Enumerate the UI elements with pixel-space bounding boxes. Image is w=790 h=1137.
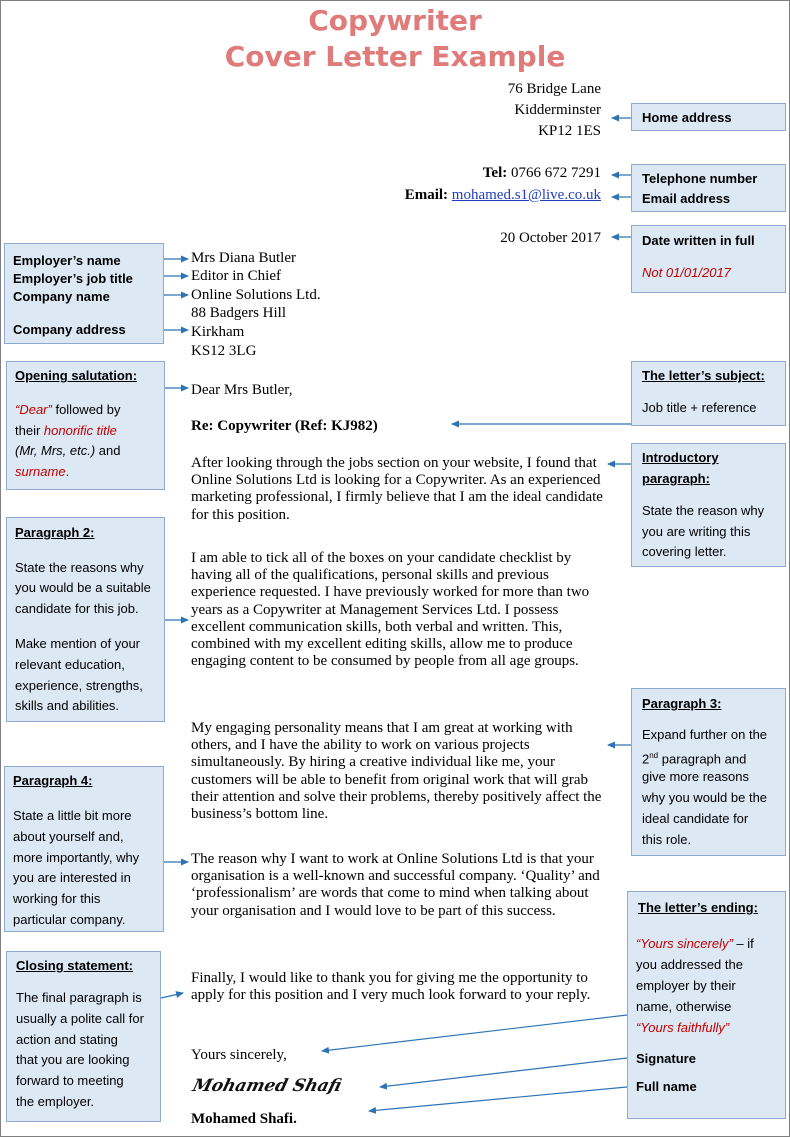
note-para4-line4: you are interested in [13, 870, 131, 885]
note-salutation-period: . [65, 464, 70, 479]
note-intro-title1: Introductory [642, 450, 719, 465]
note-para2-title: Paragraph 2: [15, 525, 95, 540]
note-telephone-text: Telephone number [642, 171, 758, 186]
note-para2-line4: Make mention of your [15, 636, 141, 651]
note-para3-line2-rest: paragraph and [658, 751, 747, 767]
note-para3-line6: this role. [642, 832, 692, 847]
letter-paragraph-3: My engaging personality means that I am great at working with others, and I have the ability to work on various projects simultaneously. By hiring a creative individual like me, your customers will be able to benefit from original work that will grab their attention and solve their problems, thereby positively affect the business’s bottom line. [191, 720, 602, 823]
note-para3-line3: give more reasons [642, 769, 749, 784]
sender-address-line2: Kidderminster [514, 102, 601, 118]
note-ending-line4: name, otherwise [636, 999, 732, 1014]
arrow-signature [380, 1058, 627, 1087]
note-email-text: Email address [642, 191, 731, 206]
note-closing-line4: that you are looking [16, 1052, 130, 1067]
note-para4-line3: more importantly, why [13, 850, 140, 865]
note-para4-title: Paragraph 4: [13, 773, 93, 788]
letter-subject: Re: Copywriter (Ref: KJ982) [191, 418, 378, 434]
page-title-line1: Copywriter [308, 4, 482, 37]
letter-paragraph-intro: After looking through the jobs section on your website, I found that Online Solutions Ltd is looking for a Copywriter. As an experienced marketing professional, I firmly believe that I am the ideal candidate for this position. [191, 455, 603, 523]
note-para2-line2: you would be a suitable [15, 580, 151, 595]
note-salutation-surname: surname [15, 464, 66, 479]
signature: Mohamed Shafi [190, 1076, 344, 1096]
note-closing-line1: The final paragraph is [16, 990, 142, 1005]
note-intro-line3: covering letter. [642, 544, 727, 559]
page-title-line2: Cover Letter Example [224, 40, 566, 73]
note-salutation-dear: “Dear” [15, 402, 52, 417]
note-para3-num: 2 [642, 751, 650, 767]
note-salutation-title: Opening salutation: [15, 368, 138, 383]
note-date-title: Date written in full [642, 233, 755, 248]
recipient-company: Online Solutions Ltd. [191, 287, 321, 303]
letter-date: 20 October 2017 [500, 230, 601, 246]
note-subject-title: The letter’s subject: [642, 368, 765, 383]
note-para4-line2: about yourself and, [13, 829, 124, 844]
note-para2-line1: State the reasons why [15, 560, 144, 575]
note-para4-line1: State a little bit more [13, 808, 132, 823]
note-para3-sup: nd [649, 751, 659, 760]
note-employer-address: Company address [13, 322, 126, 337]
note-intro-line1: State the reason why [642, 503, 765, 518]
note-ending-line2: you addressed the [636, 957, 743, 972]
recipient-name: Mrs Diana Butler [191, 250, 296, 266]
note-para2-line6: experience, strengths, [15, 678, 143, 693]
note-para3-line4: why you would be the [642, 790, 768, 805]
note-home-address-text: Home address [642, 110, 732, 125]
arrow-closing [161, 993, 183, 998]
email-link[interactable]: mohamed.s1@live.co.uk [451, 187, 601, 203]
sender-address-line1: 76 Bridge Lane [507, 81, 601, 97]
note-para3-title: Paragraph 3: [642, 696, 722, 711]
note-ending-ys-rest: – if [732, 936, 754, 951]
note-employer-company: Company name [13, 289, 110, 304]
note-para4-line5: working for this [13, 891, 101, 906]
note-closing-line3: action and stating [16, 1032, 118, 1047]
tel-label: Tel: [482, 165, 508, 181]
note-ending-signature: Signature [636, 1051, 696, 1066]
note-para2-line5: relevant education, [15, 657, 125, 672]
recipient-job-title: Editor in Chief [191, 268, 281, 284]
note-intro-title2: paragraph: [642, 471, 710, 486]
note-employer-job-title: Employer’s job title [13, 271, 133, 286]
letter-full-name: Mohamed Shafi. [191, 1111, 297, 1127]
note-closing-line2: usually a polite call for [16, 1011, 144, 1026]
letter-closing: Yours sincerely, [191, 1047, 287, 1063]
tel-value: 0766 672 7291 [507, 165, 601, 181]
note-para4-line6: particular company. [13, 912, 126, 927]
recipient-town: Kirkham [191, 324, 245, 340]
recipient-postcode: KS12 3LG [191, 343, 257, 359]
letter-paragraph-4: The reason why I want to work at Online Solutions Ltd is that your organisation is a well-known and successful company. ‘Quality’ and ‘professionalism’ are words that come to mind when talking about your organisation and I would love to be part of this success. [191, 851, 600, 919]
letter-salutation: Dear Mrs Butler, [191, 382, 293, 398]
note-para3-line5: ideal candidate for [642, 811, 749, 826]
arrow-full-name [369, 1087, 627, 1111]
letter-paragraph-closing: Finally, I would like to thank you for giving me the opportunity to apply for this position and I very much look forward to your reply. [191, 970, 591, 1004]
note-ending-line3: employer by their [636, 978, 736, 993]
note-para3-line1: Expand further on the [642, 727, 768, 742]
note-closing-line6: the employer. [16, 1094, 95, 1109]
note-salutation-examples: (Mr, Mrs, etc.) [15, 443, 96, 458]
note-para2-line3: candidate for this job. [15, 601, 139, 616]
note-employer-name: Employer’s name [13, 253, 121, 268]
email-label: Email: [404, 187, 449, 203]
note-salutation-honorific: honorific title [43, 423, 117, 438]
arrow-yours [322, 1015, 627, 1051]
note-salutation-followed: followed by [51, 402, 121, 417]
note-para2-line7: skills and abilities. [15, 698, 120, 713]
note-date-warning: Not 01/01/2017 [642, 265, 731, 280]
note-salutation-and: and [95, 443, 121, 458]
note-closing-title: Closing statement: [16, 958, 134, 973]
note-ending-ys: “Yours sincerely” [636, 936, 733, 951]
note-subject-text: Job title + reference [642, 400, 757, 415]
note-intro-line2: you are writing this [642, 524, 751, 539]
note-ending-full-name: Full name [636, 1079, 697, 1094]
note-ending-title: The letter’s ending: [638, 900, 758, 915]
recipient-street: 88 Badgers Hill [191, 305, 286, 321]
letter-paragraph-2: I am able to tick all of the boxes on your candidate checklist by having all of the qualifications, personal skills and previous experience requested. I have previously worked for more than two years as a Copywriter at Management Services Ltd. I possess excellent communication skills, both verbal and written. This, combined with my excellent editing skills, allow me to produce engaging content to be consumed by people from all age groups. [191, 550, 590, 670]
sender-address-line3: KP12 1ES [538, 123, 601, 139]
note-closing-line5: forward to meeting [16, 1073, 124, 1088]
note-salutation-their: their [15, 423, 44, 438]
note-ending-yf: “Yours faithfully” [636, 1020, 730, 1035]
